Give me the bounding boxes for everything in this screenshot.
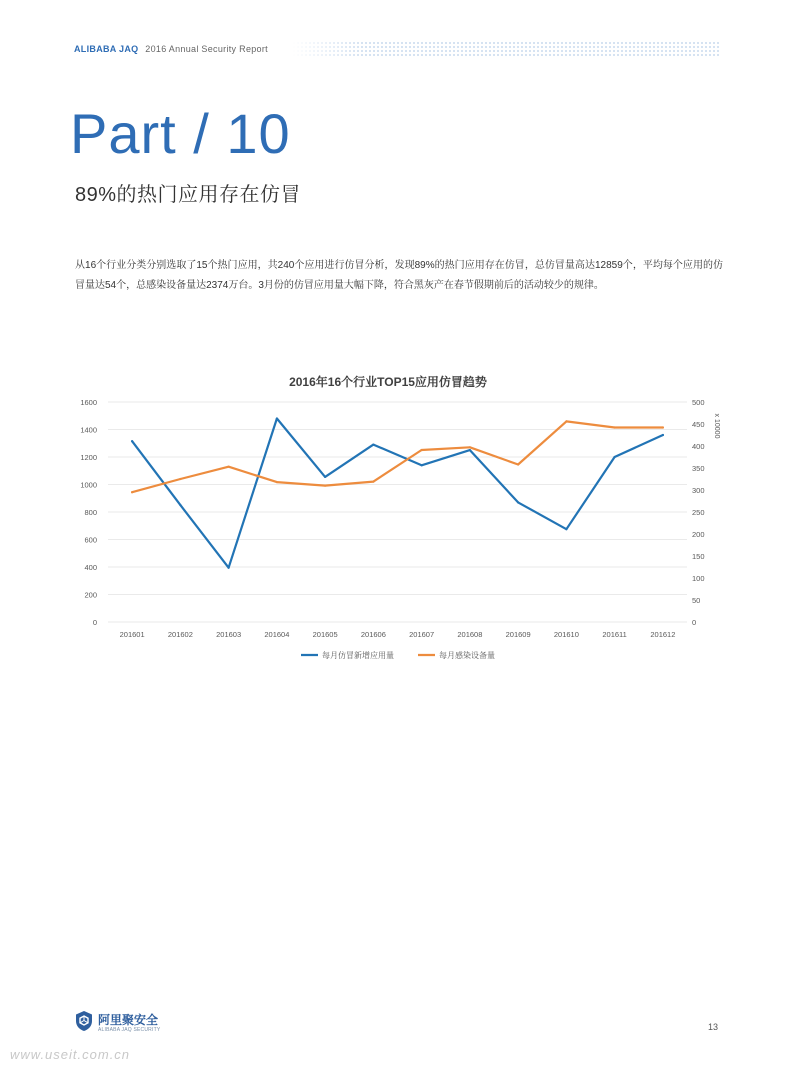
data-point [179, 504, 181, 506]
data-point [179, 478, 181, 480]
x-tick-label: 201602 [167, 630, 193, 639]
right-tick-label: 100 [692, 574, 705, 583]
data-point [372, 481, 374, 483]
left-tick-label: 600 [84, 535, 97, 545]
data-point [469, 446, 471, 448]
right-tick-label: 0 [692, 618, 697, 627]
data-point [421, 464, 423, 466]
section-title: 89%的热门应用存在仿冒 [75, 184, 302, 206]
x-tick-label: 201606 [360, 630, 386, 639]
left-tick-label: 200 [84, 590, 97, 600]
shield-logo-icon [74, 1010, 94, 1032]
data-point [517, 501, 519, 503]
x-tick-label: 201611 [602, 630, 627, 639]
data-point [517, 463, 519, 465]
left-tick-label: 1600 [80, 398, 97, 407]
data-point [662, 434, 664, 436]
logo-subtext: ALIBABA JAQ SECURITY [98, 1027, 161, 1033]
data-point [228, 567, 230, 569]
part-number: Part / 10 [70, 102, 291, 165]
right-axis [692, 398, 705, 627]
x-tick-label: 201607 [409, 630, 435, 639]
right-tick-label: 250 [692, 508, 705, 517]
left-tick-label: 1200 [80, 453, 97, 462]
chart-grid [108, 402, 687, 622]
x-axis [120, 630, 676, 639]
data-point [565, 420, 567, 422]
right-tick-label: 350 [692, 464, 705, 473]
legend-label: 每月仿冒新增应用量 [322, 651, 394, 660]
x-tick-label: 201608 [457, 630, 483, 639]
body-paragraph: 从16个行业分类分别选取了15个热门应用，共240个应用进行仿冒分析，发现89%的热门应用存在仿冒，总仿冒量高达12859个，平均每个应用的仿冒量达54个，总感染设备量达2374万台。3月份的仿冒应用量大幅下降，符合黑灰产在春节假期前后的活动较少的规律。 [75, 260, 723, 291]
chart-legend [301, 650, 495, 660]
series-line [132, 419, 663, 568]
page-number: 13 [707, 1022, 718, 1032]
data-point [469, 449, 471, 451]
data-point [228, 466, 230, 468]
data-point [614, 426, 616, 428]
x-tick-label: 201609 [505, 630, 531, 639]
data-point [372, 444, 374, 446]
right-tick-label: 150 [692, 552, 705, 561]
left-tick-label: 400 [84, 563, 97, 572]
left-tick-label: 0 [92, 618, 97, 627]
right-tick-label: 50 [692, 596, 701, 605]
chart-series [131, 417, 664, 568]
chart-title: 2016年16个行业TOP15应用仿冒趋势 [289, 375, 487, 389]
legend-label: 每月感染设备量 [439, 651, 495, 660]
header-brand: ALIBABA JAQ [74, 44, 139, 54]
data-point [614, 456, 616, 458]
right-tick-label: 200 [692, 530, 705, 539]
left-axis [80, 398, 97, 627]
data-point [565, 528, 567, 530]
data-point [324, 485, 326, 487]
x-tick-label: 201612 [650, 630, 676, 639]
left-tick-label: 1400 [80, 425, 97, 435]
x-tick-label: 201610 [553, 630, 579, 639]
watermark: www.useit.com.cn [10, 1047, 131, 1062]
trend-chart [60, 366, 740, 676]
right-tick-label: 400 [692, 442, 705, 451]
data-point [276, 417, 278, 419]
right-axis-unit: x 10000 [713, 413, 720, 439]
right-tick-label: 450 [692, 420, 705, 429]
data-point [662, 426, 664, 428]
data-point [131, 491, 133, 493]
data-point [131, 440, 133, 442]
x-tick-label: 201601 [119, 630, 145, 639]
x-tick-label: 201604 [264, 630, 290, 639]
left-tick-label: 1000 [80, 480, 97, 490]
x-tick-label: 201605 [312, 630, 338, 639]
data-point [276, 481, 278, 483]
right-tick-label: 300 [692, 486, 705, 495]
header-subtitle: 2016 Annual Security Report [145, 44, 268, 54]
left-tick-label: 800 [84, 508, 97, 517]
report-header [74, 44, 268, 54]
right-tick-label: 500 [692, 398, 705, 407]
x-tick-label: 201603 [216, 630, 242, 639]
data-point [421, 449, 423, 451]
jaq-logo [74, 1010, 194, 1036]
logo-text: 阿里聚安全 [98, 1013, 159, 1027]
data-point [324, 476, 326, 478]
